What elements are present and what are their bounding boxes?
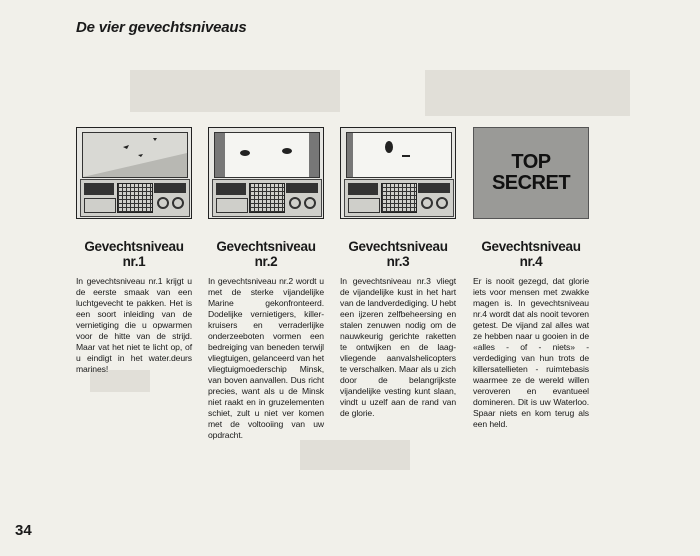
level-1-column	[76, 127, 192, 375]
level-1-text: In gevechtsniveau nr.1 krijgt u de eerste smaak van een luchtgevecht te pakken. Het is een soort inleiding van de vernietiging die u opwarmen voor de hitte van de strijd. Maar vat het niet te licht op, of u eindigt in het water.deurs marines!	[76, 276, 192, 374]
page-number: 34	[15, 522, 32, 539]
level-3-heading	[340, 239, 456, 269]
level-2-column	[208, 127, 324, 441]
level-1-heading	[76, 239, 192, 269]
level-1-scene	[83, 133, 187, 177]
cockpit-dashboard	[344, 179, 454, 217]
game-view	[346, 132, 452, 178]
page-title: De vier gevechtsniveaus	[76, 19, 247, 36]
level-2-scene	[215, 133, 319, 177]
level-2-text: In gevechtsniveau nr.2 wordt u met de sterke vijandelijke Marine gekonfronteerd. Dodelijke vernietigers, killer-kruisers en verraderlijke onderzeeboten vormen een bedreiging van beneden terwijl vliegtuigen, gelanceerd van het vliegtuigmoederschip Minsk, van boven aanvallen. Dus richt precies, want als u de Minsk niet raakt en in gruzelementen schiet, zult u niet ver komen met de voltooiing van uw opdracht.	[208, 276, 324, 440]
level-1-screenshot	[76, 127, 192, 219]
heading-number: nr.3	[386, 254, 410, 269]
level-3-screenshot	[340, 127, 456, 219]
game-view	[82, 132, 188, 178]
level-2-screenshot	[208, 127, 324, 219]
level-3-text: In gevechtsniveau nr.3 vliegt de vijandelijke kust in het hart van de landverdediging. U hebt een ijzeren zelfbeheersing en stalen zenuwen nodig om de nauwkeurig gerichte raketten te ontwijken en de laag-vliegende aanvalshelicopters te verschalken. Maar als u zich door de belangrijkste vijandelijke vesting kunt slaan, vindt u uzelf aan de rand van de glorie.	[340, 276, 456, 418]
level-2-heading	[208, 239, 324, 269]
radar-grid-icon	[117, 183, 153, 213]
heading-number: nr.2	[254, 254, 278, 269]
cockpit-dashboard	[80, 179, 190, 217]
show-through-block	[130, 70, 340, 112]
level-4-column	[473, 127, 589, 430]
radar-grid-icon	[249, 183, 285, 213]
top-secret-box	[473, 127, 589, 219]
top-secret-line-1: TOP	[511, 151, 551, 173]
game-view	[214, 132, 320, 178]
level-4-text: Er is nooit gezegd, dat glorie iets voor mensen met zwakke magen is. In gevechtsniveau nr.4 wordt dat als nooit tevoren getest. De vijand zal alles wat ze hebben naar u gooien in de «alles - of - niets» - verdediging van hun trots de killersatellieten - ruimtebasis waarmee ze de wereld willen veroveren en evantueel domineren. Dit is uw Waterloo. Spaar niets en kom terug als een held.	[473, 276, 589, 429]
heading-number: nr.1	[122, 254, 146, 269]
heading-text: Gevechtsniveau	[348, 239, 448, 254]
heading-number: nr.4	[519, 254, 543, 269]
level-4-heading	[473, 239, 589, 269]
radar-grid-icon	[381, 183, 417, 213]
heading-text: Gevechtsniveau	[481, 239, 581, 254]
show-through-block	[425, 70, 630, 116]
heading-text: Gevechtsniveau	[84, 239, 184, 254]
cockpit-dashboard	[212, 179, 322, 217]
heading-text: Gevechtsniveau	[216, 239, 316, 254]
level-3-scene	[347, 133, 451, 177]
top-secret-line-2: SECRET	[491, 172, 571, 194]
level-3-column	[340, 127, 456, 419]
show-through-block	[300, 440, 410, 470]
